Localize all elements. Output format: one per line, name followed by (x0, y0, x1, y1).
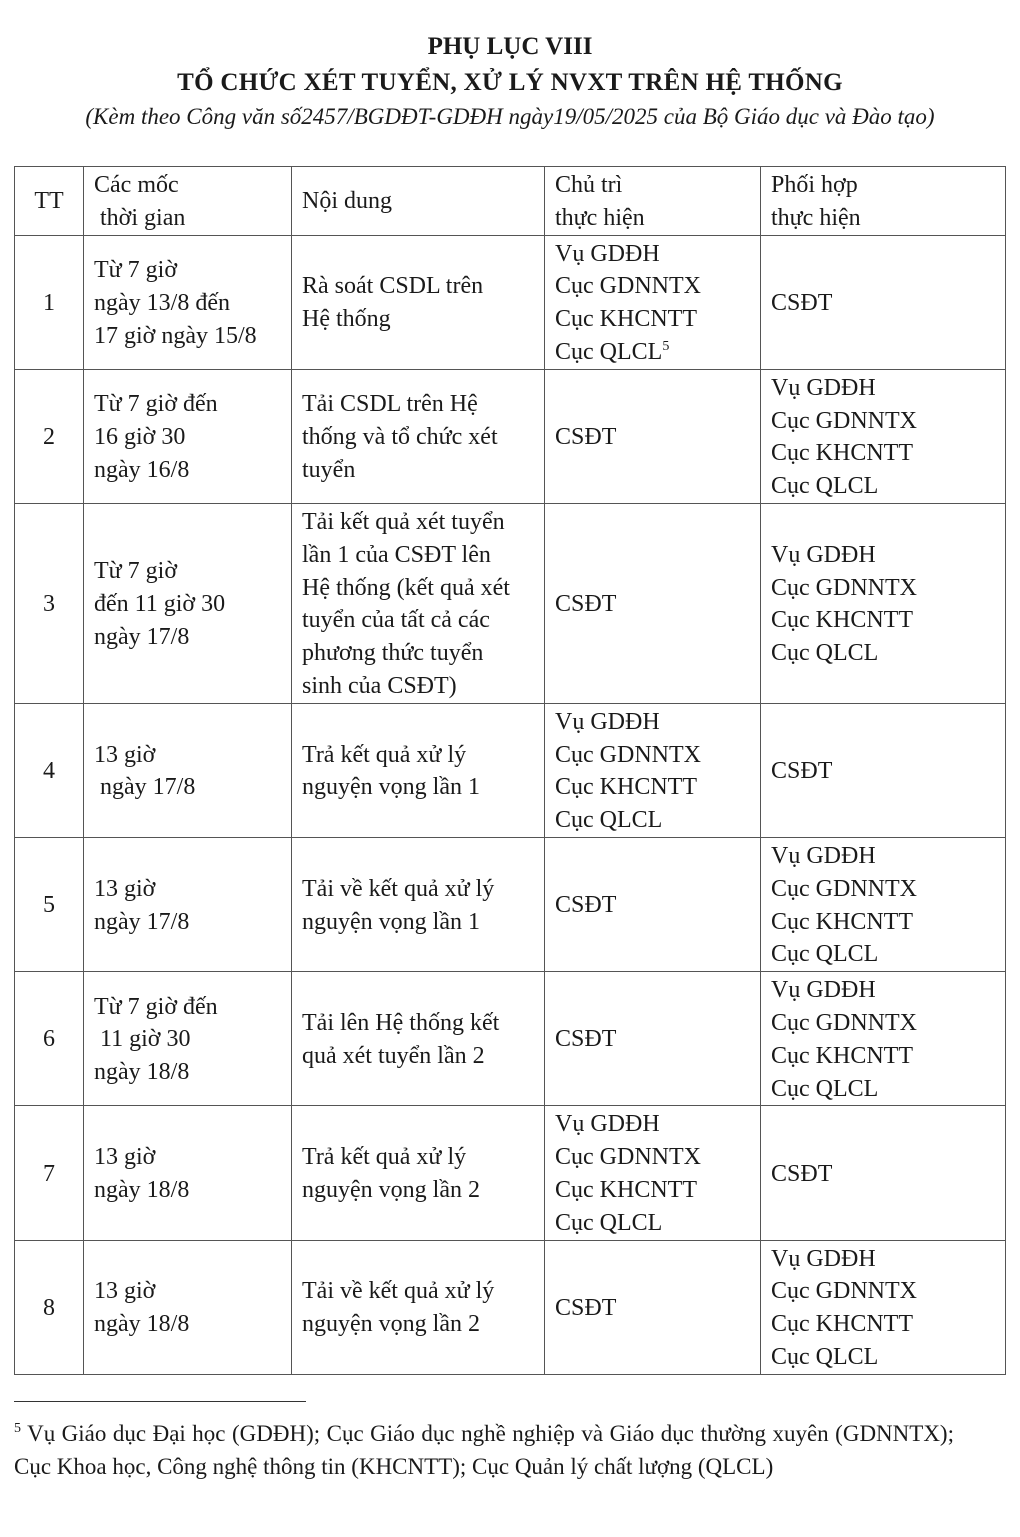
lead-line (555, 421, 752, 454)
content-line (302, 670, 536, 703)
content-line (302, 1007, 536, 1040)
content-line-text: Tải CSDL trên Hệ (302, 391, 478, 418)
coord-line-text: Cục GDNNTX (771, 875, 917, 902)
content-line (302, 454, 536, 487)
content-line-text: Hệ thống (302, 306, 391, 333)
coord-line (771, 470, 997, 503)
header-lead-line: thực hiện (555, 204, 645, 231)
coord-line-text: Vụ GDĐH (771, 374, 876, 401)
content-line (302, 388, 536, 421)
lead-cell (545, 1240, 761, 1374)
coord-line (771, 1341, 997, 1374)
lead-cell (545, 503, 761, 703)
content-line (302, 739, 536, 772)
coord-line-text: Cục GDNNTX (771, 1009, 917, 1036)
content-line-text: tuyển (302, 456, 356, 483)
time-line-text: ngày 13/8 đến (94, 289, 230, 316)
coord-line (771, 637, 997, 670)
lead-line (555, 588, 752, 621)
lead-line-text: Cục GDNNTX (555, 273, 701, 300)
time-line-text: 11 giờ 30 (100, 1026, 191, 1053)
time-line (94, 1141, 283, 1174)
table-row (15, 235, 1006, 369)
time-line (94, 1308, 283, 1341)
lead-line-text: CSĐT (555, 590, 617, 617)
content-line (302, 303, 536, 336)
coord-cell (761, 1240, 1006, 1374)
coord-line (771, 604, 997, 637)
coord-line-text: Cục KHCNTT (771, 607, 913, 634)
header-lead (545, 167, 761, 236)
lead-cell (545, 837, 761, 971)
time-line (94, 454, 283, 487)
header-time-line: Các mốc (94, 172, 179, 198)
document-header (0, 30, 1020, 132)
row-number: 5 (15, 837, 84, 971)
time-line (94, 588, 283, 621)
lead-line (555, 238, 752, 271)
lead-line-text: Cục QLCL (555, 338, 663, 365)
coord-cell (761, 703, 1006, 837)
coord-line-text: Cục GDNNTX (771, 574, 917, 601)
coord-line-text: Vụ GDĐH (771, 541, 876, 568)
coord-line (771, 974, 997, 1007)
time-line (94, 421, 283, 454)
content-line (302, 506, 536, 539)
lead-line-text: Vụ GDĐH (555, 1111, 660, 1138)
content-line-text: nguyện vọng lần 2 (302, 1176, 480, 1203)
content-line-text: thống và tổ chức xét (302, 423, 498, 450)
footnote-divider (14, 1401, 306, 1402)
content-line-text: sinh của CSĐT) (302, 672, 457, 699)
coord-line (771, 1073, 997, 1106)
content-cell (292, 972, 545, 1106)
coord-line-text: Vụ GDĐH (771, 977, 876, 1004)
footnote-text: Vụ Giáo dục Đại học (GDĐH); Cục Giáo dục nghề nghiệp và Giáo dục thường xuyên (GDNNTX); Cục Khoa học, Công nghệ thông tin (KHCNTT); Cục Quản lý chất lượng (QLCL) (14, 1421, 954, 1479)
lead-line (555, 771, 752, 804)
lead-line-text: CSĐT (555, 1026, 617, 1053)
content-line (302, 539, 536, 572)
time-line (94, 287, 283, 320)
coord-line (771, 287, 997, 320)
time-line-text: 16 giờ 30 (94, 423, 186, 450)
lead-line-text: Cục KHCNTT (555, 306, 697, 333)
content-cell (292, 1240, 545, 1374)
coord-line (771, 1040, 997, 1073)
row-number: 6 (15, 972, 84, 1106)
lead-line (555, 1023, 752, 1056)
row-number: 4 (15, 703, 84, 837)
content-cell (292, 503, 545, 703)
content-line-text: Rà soát CSDL trên (302, 273, 484, 300)
lead-cell (545, 972, 761, 1106)
time-line-text: Từ 7 giờ đến (94, 993, 218, 1020)
coord-cell (761, 235, 1006, 369)
lead-line (555, 804, 752, 837)
content-line-text: Tải về kết quả xử lý (302, 1278, 495, 1305)
time-cell (84, 1106, 292, 1240)
time-line-text: ngày 17/8 (100, 774, 196, 801)
content-line-text: Tải lên Hệ thống kết (302, 1009, 500, 1036)
coord-line (771, 938, 997, 971)
coord-line-text: Cục QLCL (771, 640, 879, 667)
content-line (302, 1174, 536, 1207)
content-line (302, 1275, 536, 1308)
lead-line (555, 1292, 752, 1325)
time-line (94, 254, 283, 287)
content-line (302, 1141, 536, 1174)
lead-line-text: Cục KHCNTT (555, 774, 697, 801)
content-line (302, 637, 536, 670)
lead-line (555, 1207, 752, 1240)
time-line-text: Từ 7 giờ đến (94, 391, 218, 418)
lead-line-text: Cục QLCL (555, 807, 663, 834)
content-line-text: Trả kết quả xử lý (302, 741, 467, 768)
lead-line (555, 889, 752, 922)
time-cell (84, 703, 292, 837)
time-line-text: 17 giờ ngày 15/8 (94, 322, 257, 349)
coord-line-text: CSĐT (771, 1160, 833, 1187)
content-line (302, 572, 536, 605)
coord-cell (761, 1106, 1006, 1240)
row-number: 2 (15, 369, 84, 503)
header-coord-line: Phối hợp (771, 172, 858, 198)
time-line-text: 13 giờ (94, 1144, 156, 1171)
time-cell (84, 972, 292, 1106)
time-line (94, 771, 283, 804)
lead-line (555, 739, 752, 772)
header-time (84, 167, 292, 236)
lead-line (555, 270, 752, 303)
lead-line-text: Cục GDNNTX (555, 741, 701, 768)
coord-line-text: Vụ GDĐH (771, 842, 876, 869)
lead-cell (545, 369, 761, 503)
footnote (14, 1417, 954, 1483)
coord-line (771, 437, 997, 470)
content-line-text: phương thức tuyển (302, 640, 484, 667)
coord-line (771, 539, 997, 572)
coord-line-text: Cục KHCNTT (771, 1311, 913, 1338)
content-cell (292, 703, 545, 837)
time-cell (84, 235, 292, 369)
footnote-marker: 5 (14, 1421, 21, 1436)
lead-line (555, 706, 752, 739)
content-line-text: Trả kết quả xử lý (302, 1144, 467, 1171)
lead-line-text: Cục KHCNTT (555, 1176, 697, 1203)
content-cell (292, 1106, 545, 1240)
content-line (302, 1308, 536, 1341)
coord-line (771, 372, 997, 405)
coord-line-text: Cục GDNNTX (771, 1278, 917, 1305)
time-line-text: ngày 18/8 (94, 1311, 190, 1338)
coord-line (771, 755, 997, 788)
coord-line (771, 1308, 997, 1341)
lead-line (555, 1141, 752, 1174)
coord-line (771, 906, 997, 939)
header-time-line: thời gian (100, 204, 186, 231)
time-line-text: Từ 7 giờ (94, 256, 178, 283)
coord-line (771, 1275, 997, 1308)
time-line-text: 13 giờ (94, 1278, 156, 1305)
coord-line (771, 1158, 997, 1191)
time-line-text: 13 giờ (94, 741, 156, 768)
content-line-text: Tải kết quả xét tuyển (302, 508, 505, 535)
coord-cell (761, 369, 1006, 503)
content-line (302, 873, 536, 906)
lead-line (555, 336, 752, 369)
coord-line (771, 405, 997, 438)
coord-line-text: Cục QLCL (771, 473, 879, 500)
time-line (94, 1023, 283, 1056)
coord-cell (761, 837, 1006, 971)
table-row (15, 703, 1006, 837)
coord-line-text: CSĐT (771, 289, 833, 316)
row-number: 3 (15, 503, 84, 703)
content-line-text: nguyện vọng lần 1 (302, 774, 480, 801)
time-line (94, 388, 283, 421)
content-cell (292, 837, 545, 971)
lead-cell (545, 235, 761, 369)
appendix-title: PHỤ LỤC VIII (427, 33, 593, 60)
content-line (302, 771, 536, 804)
row-number: 7 (15, 1106, 84, 1240)
lead-line-text: Vụ GDĐH (555, 708, 660, 735)
time-line-text: ngày 18/8 (94, 1176, 190, 1203)
coord-cell (761, 972, 1006, 1106)
content-line (302, 906, 536, 939)
row-number: 1 (15, 235, 84, 369)
content-cell (292, 235, 545, 369)
time-cell (84, 503, 292, 703)
lead-line-text: Vụ GDĐH (555, 240, 660, 267)
content-line (302, 270, 536, 303)
header-content: Nội dung (292, 167, 545, 236)
content-line-text: Tải về kết quả xử lý (302, 875, 495, 902)
time-line (94, 906, 283, 939)
time-line (94, 991, 283, 1024)
content-line-text: nguyện vọng lần 2 (302, 1311, 480, 1338)
lead-line (555, 1108, 752, 1141)
lead-line-text: Cục GDNNTX (555, 1144, 701, 1171)
content-line-text: quả xét tuyển lần 2 (302, 1042, 485, 1069)
coord-line-text: Cục KHCNTT (771, 440, 913, 467)
time-line (94, 555, 283, 588)
table-row (15, 503, 1006, 703)
time-line (94, 1275, 283, 1308)
time-cell (84, 369, 292, 503)
time-line (94, 873, 283, 906)
header-coord-line: thực hiện (771, 204, 861, 231)
lead-cell (545, 703, 761, 837)
coord-line (771, 572, 997, 605)
coord-line (771, 873, 997, 906)
table-row (15, 1106, 1006, 1240)
page-title: TỔ CHỨC XÉT TUYỂN, XỬ LÝ NVXT TRÊN HỆ THỐNG (177, 69, 843, 96)
coord-line (771, 1007, 997, 1040)
content-line-text: tuyển của tất cả các (302, 607, 490, 634)
table-row (15, 972, 1006, 1106)
coord-line-text: Vụ GDĐH (771, 1245, 876, 1272)
time-line-text: ngày 17/8 (94, 908, 190, 935)
content-line-text: lần 1 của CSĐT lên (302, 541, 491, 568)
lead-line-text: CSĐT (555, 423, 617, 450)
lead-cell (545, 1106, 761, 1240)
schedule-table (14, 166, 1006, 1375)
time-line (94, 739, 283, 772)
table-header-row (15, 167, 1006, 236)
content-line-text: nguyện vọng lần 1 (302, 908, 480, 935)
row-number: 8 (15, 1240, 84, 1374)
lead-line (555, 303, 752, 336)
table-body (15, 235, 1006, 1374)
lead-line (555, 1174, 752, 1207)
time-cell (84, 1240, 292, 1374)
table-row (15, 369, 1006, 503)
coord-line-text: Cục QLCL (771, 941, 879, 968)
coord-line-text: Cục GDNNTX (771, 407, 917, 434)
content-line (302, 421, 536, 454)
footnote-ref: 5 (662, 338, 670, 354)
coord-cell (761, 503, 1006, 703)
coord-line (771, 840, 997, 873)
coord-line-text: Cục KHCNTT (771, 1042, 913, 1069)
coord-line-text: Cục QLCL (771, 1343, 879, 1370)
content-line (302, 1040, 536, 1073)
table-row (15, 1240, 1006, 1374)
time-line-text: Từ 7 giờ (94, 558, 178, 585)
time-line (94, 1174, 283, 1207)
content-line (302, 604, 536, 637)
content-line-text: Hệ thống (kết quả xét (302, 574, 510, 601)
time-line (94, 621, 283, 654)
time-line-text: 13 giờ (94, 875, 156, 902)
header-lead-line: Chủ trì (555, 172, 623, 198)
lead-line-text: CSĐT (555, 1294, 617, 1321)
document-subtitle: (Kèm theo Công văn số2457/BGDĐT-GDĐH ngày19/05/2025 của Bộ Giáo dục và Đào tạo) (85, 104, 935, 129)
time-cell (84, 837, 292, 971)
time-line (94, 320, 283, 353)
time-line-text: ngày 18/8 (94, 1059, 190, 1086)
table-row (15, 837, 1006, 971)
lead-line-text: CSĐT (555, 892, 617, 919)
coord-line-text: Cục KHCNTT (771, 908, 913, 935)
coord-line (771, 1243, 997, 1276)
time-line-text: ngày 17/8 (94, 623, 190, 650)
header-coord (761, 167, 1006, 236)
time-line-text: đến 11 giờ 30 (94, 590, 226, 617)
coord-line-text: CSĐT (771, 757, 833, 784)
coord-line-text: Cục QLCL (771, 1075, 879, 1102)
time-line (94, 1056, 283, 1089)
header-tt: TT (15, 167, 84, 236)
time-line-text: ngày 16/8 (94, 456, 190, 483)
content-cell (292, 369, 545, 503)
lead-line-text: Cục QLCL (555, 1209, 663, 1236)
